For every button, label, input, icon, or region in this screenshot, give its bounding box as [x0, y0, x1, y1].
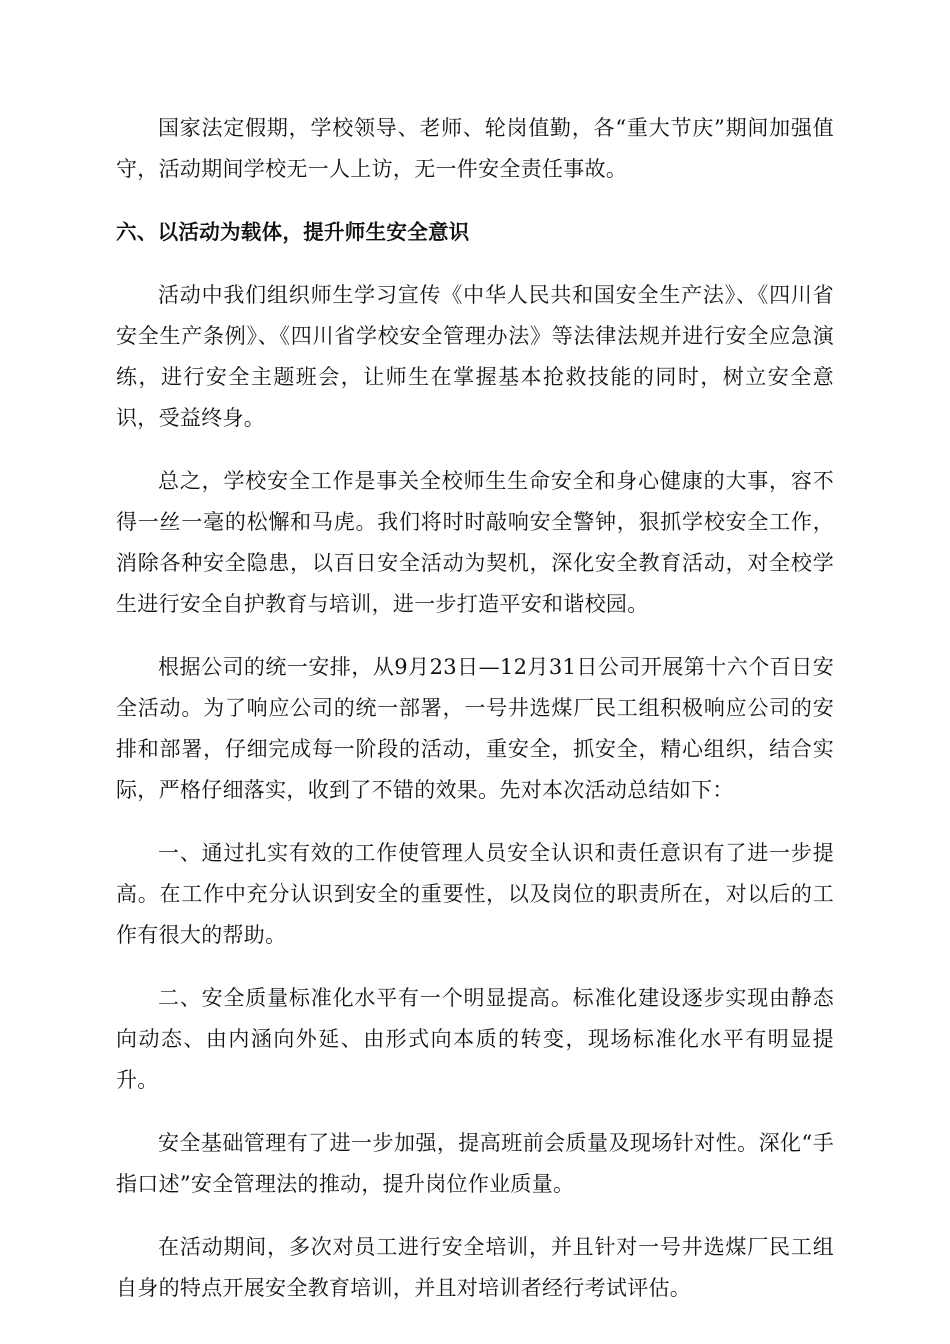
section-heading-six: 六、以活动为载体，提升师生安全意识 — [116, 220, 470, 244]
paragraph-point-one: 一、通过扎实有效的工作使管理人员安全认识和责任意识有了进一步提高。在工作中充分认识到安全的重要性，以及岗位的职责所在，对以后的工作有很大的帮助。 — [116, 841, 834, 947]
paragraph-company-arrangement: 根据公司的统一安排，从9月23日—12月31日公司开展第十六个百日安全活动。为了响应公司的统一部署，一号井选煤厂民工组积极响应公司的安排和部署，仔细完成每一阶段的活动，重安全，抓安全，精心组织，结合实际，严格仔细落实，收到了不错的效果。先对本次活动总结如下： — [116, 655, 834, 802]
paragraph-basic-management: 安全基础管理有了进一步加强，提高班前会质量及现场针对性。深化“手指口述”安全管理法的推动，提升岗位作业质量。 — [116, 1131, 834, 1196]
paragraph-summary: 总之，学校安全工作是事关全校师生生命安全和身心健康的大事，容不得一丝一毫的松懈和马虎。我们将时时敲响安全警钟，狠抓学校安全工作，消除各种安全隐患，以百日安全活动为契机，深化安全教育活动，对全校学生进行安全自护教育与培训，进一步打造平安和谐校园。 — [116, 469, 834, 616]
paragraph-training: 在活动期间，多次对员工进行安全培训，并且针对一号井选煤厂民工组自身的特点开展安全教育培训，并且对培训者经行考试评估。 — [116, 1235, 834, 1300]
paragraph-holiday-duty: 国家法定假期，学校领导、老师、轮岗值勤，各“重大节庆”期间加强值守，活动期间学校无一人上访，无一件安全责任事故。 — [116, 116, 834, 181]
paragraph-point-two: 二、安全质量标准化水平有一个明显提高。标准化建设逐步实现由静态向动态、由内涵向外延、由形式向本质的转变，现场标准化水平有明显提升。 — [116, 986, 834, 1092]
document-page — [116, 108, 834, 1309]
paragraph-law-study: 活动中我们组织师生学习宣传《中华人民共和国安全生产法》、《四川省安全生产条例》、《四川省学校安全管理办法》等法律法规并进行安全应急演练，进行安全主题班会，让师生在掌握基本抢救技能的同时，树立安全意识，受益终身。 — [116, 283, 834, 430]
